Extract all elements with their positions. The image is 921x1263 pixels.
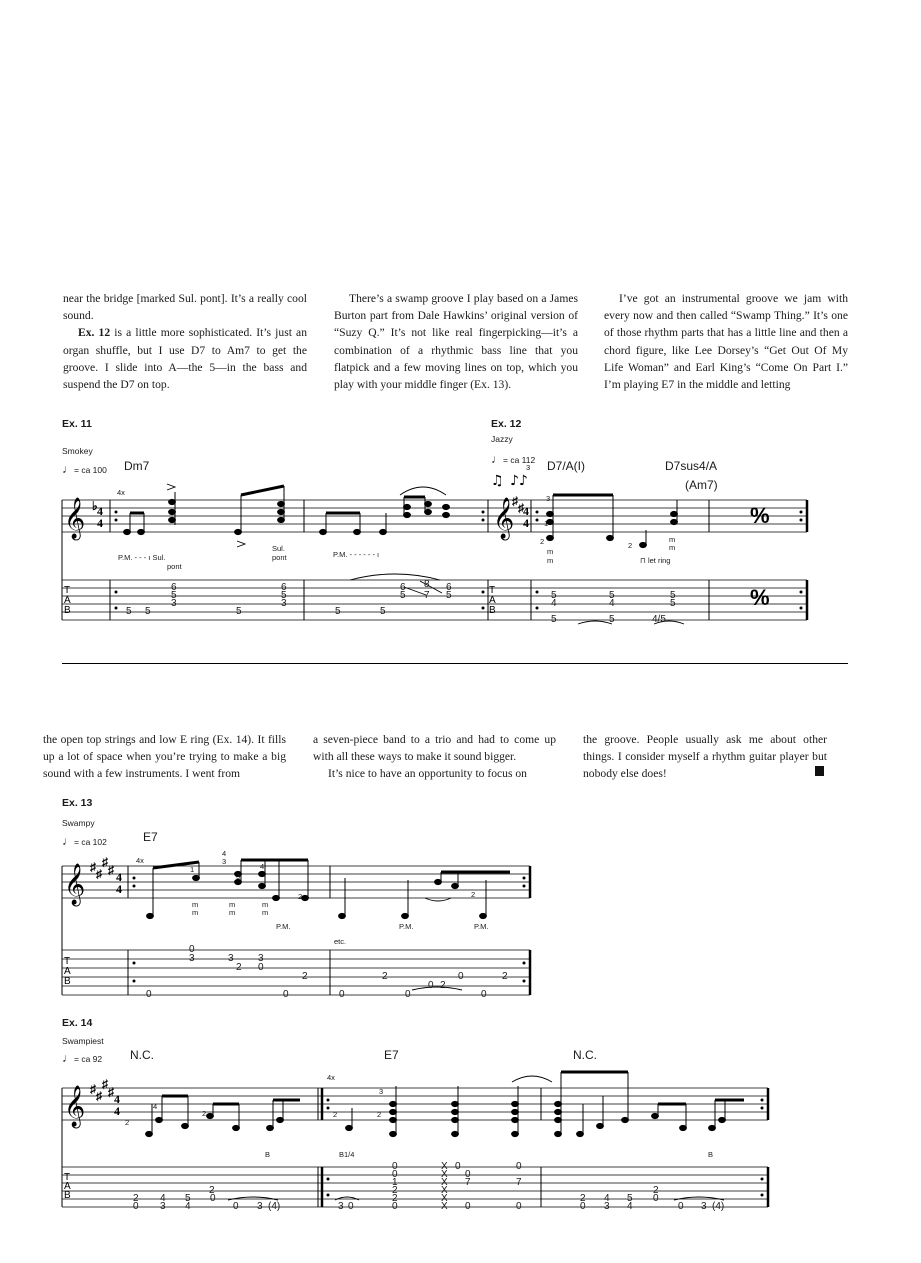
- tab-number: 3: [228, 953, 234, 964]
- ex13-repeat-dots: [133, 877, 526, 983]
- quarter-note-icon: ♩: [62, 462, 74, 476]
- svg-text:T: T: [64, 1172, 71, 1183]
- svg-text:A: A: [64, 966, 71, 977]
- tab-number: X: [441, 1161, 448, 1172]
- svg-text:♯: ♯: [90, 860, 96, 874]
- ex12-finger-2a: 2: [540, 537, 545, 546]
- tab-number: 0: [516, 1161, 522, 1172]
- tab-number: X: [441, 1169, 448, 1180]
- tab-number: 2: [209, 1185, 215, 1196]
- ex11-sul-2: Sul.: [272, 544, 285, 553]
- ex11-label: Ex. 11: [62, 418, 92, 430]
- ex14-b-1: B: [265, 1150, 271, 1159]
- svg-text:♯: ♯: [108, 1085, 114, 1099]
- ex13-tempo: ♩= ca 102: [62, 834, 107, 848]
- tab-number: 3: [604, 1201, 610, 1212]
- tab-number: 2: [302, 971, 308, 982]
- quarter-note-icon: ♩: [62, 1051, 74, 1065]
- tab-number: 5: [281, 590, 287, 601]
- paragraph: the groove. People usually ask me about other things. I consider myself a rhythm guitar player but nobody else does!: [583, 733, 827, 781]
- ex12-m-2: m: [547, 556, 554, 565]
- svg-text:♯: ♯: [512, 494, 518, 508]
- ex11-pm-2: P.M. - - - - - - ı: [333, 550, 380, 559]
- tab-number: 0: [210, 1193, 216, 1204]
- tab-number: 0: [465, 1201, 471, 1212]
- ex11-style: Smokey: [62, 446, 93, 456]
- tab-number: 3: [281, 598, 287, 609]
- tab-number: 5: [627, 1193, 633, 1204]
- tab-number: 2: [133, 1193, 139, 1204]
- ex13-m-2: m: [192, 908, 199, 917]
- tab-number: 3: [257, 1201, 263, 1212]
- svg-text:4: 4: [116, 870, 122, 884]
- ex13-finger-4a: 4: [222, 849, 227, 858]
- paragraph: near the bridge [marked Sul. pont]. It’s a really cool sound.: [63, 292, 307, 323]
- tab-number: 2: [580, 1193, 586, 1204]
- svg-text:%: %: [750, 503, 770, 528]
- tab-number: 0: [580, 1201, 586, 1212]
- svg-text:B: B: [489, 605, 496, 616]
- tab-number: 2: [440, 980, 446, 991]
- ex13-label: Ex. 13: [62, 797, 93, 809]
- tab-number: 4: [609, 598, 615, 609]
- ex11-pont-2: pont: [272, 553, 287, 562]
- ex12-m-3: m: [669, 535, 676, 544]
- tab-number: 0: [678, 1201, 684, 1212]
- ex12-style: Jazzy: [491, 434, 513, 444]
- svg-text:♯: ♯: [90, 1082, 96, 1096]
- tab-number: 3: [171, 598, 177, 609]
- ex13-finger-3a: 3: [222, 857, 227, 866]
- svg-text:B: B: [64, 1190, 71, 1201]
- tab-number: X: [441, 1185, 448, 1196]
- svg-text:♯: ♯: [96, 1089, 102, 1103]
- tab-number: 6: [171, 582, 177, 593]
- tab-number: 5: [446, 590, 452, 601]
- ex12-triplet: 3: [526, 463, 531, 472]
- tab-number: 0: [653, 1193, 659, 1204]
- ex14-tempo: ♩= ca 92: [62, 1051, 103, 1065]
- svg-text:♯: ♯: [102, 855, 108, 869]
- tab-number: 0: [392, 1201, 398, 1212]
- svg-text:4: 4: [523, 504, 529, 518]
- tab-number: 1: [392, 1177, 398, 1188]
- ex14-finger-2d: 2: [333, 1110, 338, 1119]
- ex14-b-2: B: [708, 1150, 714, 1159]
- ex13-slurs: [412, 898, 462, 990]
- svg-text:A: A: [64, 1181, 71, 1192]
- ex14-style: Swampiest: [62, 1036, 104, 1046]
- ex12-chord-2: D7sus4/A: [665, 459, 718, 473]
- ex13-tab-clef: [64, 956, 71, 987]
- tab-number: 0: [146, 989, 152, 1000]
- tab-number: 3: [338, 1201, 344, 1212]
- ex13-finger-4b: 4: [260, 862, 265, 871]
- tab-number: 0: [465, 1169, 471, 1180]
- tab-number: 5: [126, 606, 132, 617]
- tab-number: 4/5: [652, 614, 666, 625]
- tab-number: (4): [712, 1201, 725, 1212]
- tab-number: 4: [627, 1201, 633, 1212]
- ex13-pm-2: P.M.: [399, 922, 414, 931]
- tab-number: 5: [171, 590, 177, 601]
- tab-number: 7: [516, 1177, 522, 1188]
- paragraph: a seven-piece band to a trio and had to come up with all these ways to make it sound bigger.: [313, 733, 556, 764]
- svg-text:♭: ♭: [92, 499, 98, 513]
- tab-number: 5: [236, 606, 242, 617]
- svg-text:A: A: [64, 595, 71, 606]
- ex12-finger-1: 1: [544, 519, 549, 528]
- tab-number: 3: [701, 1201, 707, 1212]
- tab-number: 5: [400, 590, 406, 601]
- tab-number: X: [441, 1177, 448, 1188]
- treble-clef-icon: 𝄞: [64, 1086, 86, 1127]
- ex13-finger-2a: 2: [298, 892, 303, 901]
- tab-number: (4): [268, 1201, 281, 1212]
- tab-number: 0: [392, 1169, 398, 1180]
- tab-number: 0: [428, 980, 434, 991]
- tab-number: 0: [189, 944, 195, 955]
- ex12-let-ring: ⊓ let ring: [640, 556, 671, 565]
- treble-clef-icon: 𝄞: [64, 864, 86, 905]
- ex14-finger-2a: 2: [125, 1118, 130, 1127]
- ex13-etc: etc.: [334, 937, 347, 946]
- tab-number: 0: [455, 1161, 461, 1172]
- ex12-chord-2-sub: (Am7): [685, 478, 718, 492]
- ex14-chord-3: N.C.: [573, 1048, 597, 1062]
- ex11-chord: Dm7: [124, 459, 150, 473]
- ex14-repeat: 4x: [327, 1073, 335, 1082]
- ex14-staff-lines: [62, 1088, 768, 1207]
- ex13-style: Swampy: [62, 818, 95, 828]
- tab-number: 3: [160, 1201, 166, 1212]
- ex13-notes: [147, 860, 510, 919]
- paragraph: the open top strings and low E ring (Ex. 14). It fills up a lot of space when you’re trying to make a big sound with a few instruments. I went from: [43, 733, 286, 781]
- ex14-finger-2c: 2: [377, 1110, 382, 1119]
- ex12-finger-2b: 2: [628, 541, 633, 550]
- ex14-tab-clef: [64, 1172, 71, 1201]
- ex13-chord: E7: [143, 830, 158, 844]
- tab-number: 2: [236, 962, 242, 973]
- tab-number: 7: [465, 1177, 471, 1188]
- tab-number: 0: [339, 989, 345, 1000]
- ex11-tempo: ♩= ca 100: [62, 462, 107, 476]
- svg-text:♯: ♯: [96, 867, 102, 881]
- ex13-pm-3: P.M.: [474, 922, 489, 931]
- ex14-finger-2b: 2: [202, 1109, 207, 1118]
- paragraph: I’ve got an instrumental groove we jam with every now and then called “Swamp Thing.” It’s one of those rhythm parts that has a little line and then a chord figure, like Lee Dorsey’s “Get Out Of My Life Woman” and Earl King’s “Come On Part I.” I’m playing E7 in the middle and letting: [604, 292, 848, 392]
- tab-number: 3: [189, 953, 195, 964]
- tab-number: 0: [458, 971, 464, 982]
- svg-text:4: 4: [97, 516, 103, 530]
- svg-text:T: T: [64, 585, 71, 596]
- svg-text:4: 4: [523, 516, 529, 530]
- ex11-repeat: 4x: [117, 488, 125, 497]
- tab-number: 5: [145, 606, 151, 617]
- tab-number: 5: [670, 590, 676, 601]
- ex12-tempo: ♩= ca 112: [491, 452, 536, 466]
- tab-number: 0: [133, 1201, 139, 1212]
- quarter-note-icon: ♩: [62, 834, 74, 848]
- tab-number: 2: [392, 1185, 398, 1196]
- ex14-finger-3: 3: [379, 1087, 384, 1096]
- ex14-barlines: [62, 1088, 768, 1207]
- tab-number: 0: [258, 962, 264, 973]
- svg-text:♯: ♯: [518, 501, 524, 515]
- svg-text:♪♪: ♪♪: [510, 473, 528, 489]
- ex14-finger-4: 4: [153, 1102, 158, 1111]
- svg-text:B: B: [64, 605, 71, 616]
- tab-number: 0: [348, 1201, 354, 1212]
- tab-number: 6: [400, 582, 406, 593]
- svg-text:4: 4: [114, 1104, 120, 1118]
- ex13-m-6: m: [262, 908, 269, 917]
- ex12-finger-3: 3: [546, 494, 551, 503]
- svg-text:%: %: [750, 585, 770, 610]
- paragraph-text: is a little more sophisticated. It’s just an organ shuffle, but I use D7 to Am7 to get the groove. I slide into A—the 5—in the bass and suspend the D7 on top.: [63, 326, 307, 392]
- tab-number: 2: [502, 971, 508, 982]
- tab-number: 4: [185, 1201, 191, 1212]
- svg-text:♯: ♯: [108, 863, 114, 877]
- tab-number: 0: [405, 989, 411, 1000]
- svg-text:T: T: [489, 585, 496, 596]
- tab-number: 2: [653, 1185, 659, 1196]
- ex14-b1-4: B1/4: [339, 1150, 355, 1159]
- ex14-chord-2: E7: [384, 1048, 399, 1062]
- downstroke-icon: ⊓: [640, 556, 648, 565]
- quarter-note-icon: ♩: [491, 452, 503, 466]
- ex11-pm-1: P.M. - - - ı Sul.: [118, 553, 166, 562]
- svg-text:4: 4: [114, 1092, 120, 1106]
- tab-number: 5: [609, 590, 615, 601]
- tab-number: 5: [380, 606, 386, 617]
- ex13-finger-2b: 2: [471, 890, 476, 899]
- tab-number: 4: [551, 598, 557, 609]
- ex13-m-4: m: [229, 908, 236, 917]
- ex14-slurs: [228, 1076, 724, 1200]
- svg-text:4: 4: [116, 882, 122, 896]
- svg-text:♯: ♯: [102, 1077, 108, 1091]
- ex14-chord-1: N.C.: [130, 1048, 154, 1062]
- tab-number: 6: [281, 582, 287, 593]
- tab-number: 7: [424, 590, 430, 601]
- ex13-m-1: m: [192, 900, 199, 909]
- tab-number: X: [441, 1193, 448, 1204]
- ex13-finger-1: 1: [190, 865, 195, 874]
- tab-number: 5: [670, 598, 676, 609]
- ex11-pont-1: pont: [167, 562, 182, 571]
- ex12-label: Ex. 12: [491, 418, 522, 430]
- svg-text:4: 4: [97, 504, 103, 518]
- example-ref: Ex. 12: [78, 326, 111, 340]
- tab-number: 5: [551, 590, 557, 601]
- ex13-m-5: m: [262, 900, 269, 909]
- ex13-repeat: 4x: [136, 856, 144, 865]
- tab-number: 5: [335, 606, 341, 617]
- ex13-pm-1: P.M.: [276, 922, 291, 931]
- ex13-finger-3b: 3: [236, 872, 241, 881]
- tab-number: X: [441, 1201, 448, 1212]
- ex14-label: Ex. 14: [62, 1017, 93, 1029]
- tab-number: 4: [160, 1193, 166, 1204]
- tab-number: 5: [551, 614, 557, 625]
- tab-number: 5: [185, 1193, 191, 1204]
- svg-text:T: T: [64, 956, 71, 967]
- ex13-m-3: m: [229, 900, 236, 909]
- svg-text:A: A: [489, 595, 496, 606]
- svg-text:B: B: [64, 976, 71, 987]
- paragraph: There’s a swamp groove I play based on a James Burton part from Dale Hawkins’ original version of “Suzy Q.” It’s not like real fingerpicking—it’s a combination of a rhythmic bass line that you flatpick and a few moving lines on top, which you play with your middle finger (Ex. 13).: [334, 292, 578, 392]
- tab-number: 2: [382, 971, 388, 982]
- treble-clef-icon: 𝄞: [493, 498, 515, 539]
- tab-number: 4: [604, 1193, 610, 1204]
- tab-number: 0: [516, 1201, 522, 1212]
- svg-text:♫: ♫: [491, 473, 504, 489]
- tab-number: 0: [481, 989, 487, 1000]
- paragraph: It’s nice to have an opportunity to focus on: [328, 767, 527, 781]
- tab-number: 8: [424, 579, 430, 590]
- tab-number: 0: [283, 989, 289, 1000]
- ex12-m-4: m: [669, 543, 676, 552]
- tab-number: 6: [446, 582, 452, 593]
- tab-number: 0: [233, 1201, 239, 1212]
- ex12-m-1: m: [547, 547, 554, 556]
- treble-clef-icon: 𝄞: [64, 498, 86, 539]
- tab-number: 2: [392, 1193, 398, 1204]
- ex12-chord-1: D7/A(I): [547, 459, 586, 473]
- tab-number: 5: [609, 614, 615, 625]
- tab-number: 0: [392, 1161, 398, 1172]
- tab-number: 3: [258, 953, 264, 964]
